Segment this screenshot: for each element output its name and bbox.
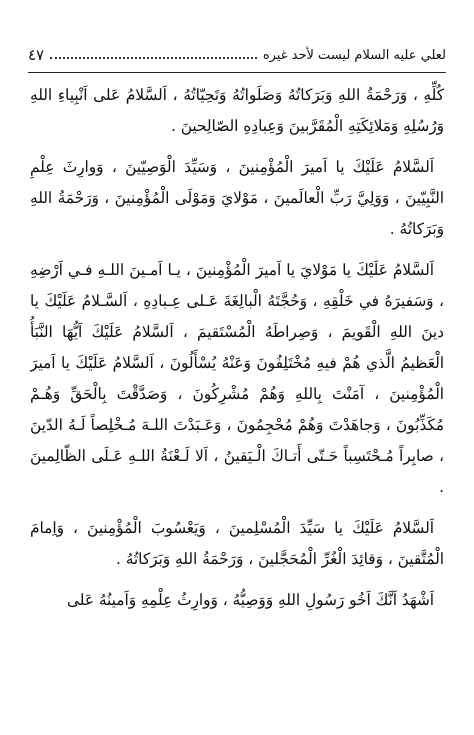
paragraph-1: كُلِّهِ ، وَرَحْمَةُ اللهِ وَبَرَكاتُهُ وَصَلَواتُهُ وَتَحِيّاتُهُ ، اَلسَّلامُ عَلى اَنْبِياءِ اللهِ وَرُسُلِهِ وَمَلائِكَتِهِ الْمُقَرَّبينَ وَعِبادِهِ الصّالِحينَ . <box>30 86 444 135</box>
header-title: لعلي عليه السلام ليست لأحد غيره <box>262 47 446 63</box>
paragraph-2: اَلسَّلامُ عَلَيْكَ يا اَميرَ الْمُؤْمِنينَ ، وَسَيِّدَ الْوَصِيّينَ ، وَوارِثَ عِلْمِ النَّبِيّينَ ، وَوَلِيَّ رَبِّ الْعالَمينَ ، مَوْلايَ وَمَوْلَى الْمُؤْمِنينَ ، وَرَحْمَةُ اللهِ وَبَرَكاتُهُ . <box>30 158 444 238</box>
paragraph-3: اَلسَّلامُ عَلَيْكَ يا مَوْلايَ يا اَميرَ الْمُؤْمِنينَ ، يـا اَمـينَ اللـهِ فـي اَرْضِهِ ، وَسَفيرَهُ في خَلْقِهِ ، وَحُجَّتَهُ الْبالِغَةَ عَـلى عِـبادِهِ ، اَلسَّـلامُ عَلَيْكَ يا دينَ اللهِ الْقَويمَ ، وَصِراطَهُ الْمُسْتَقيمَ ، اَلسَّلامُ عَلَيْكَ اَيُّهَا النَّبَأُ الْعَظيمُ الَّذي هُمْ فيهِ مُخْتَلِفُونَ وَعَنْهُ يُسْأَلُونَ ، اَلسَّلامُ عَلَيْكَ يا اَميرَ الْمُؤْمِنينَ ، آمَنْتَ بِاللهِ وَهُمْ مُشْرِكُونَ ، وَصَدَّقْتَ بِالْحَقِّ وَهُـمْ مُكَذِّبُونَ ، وَجاهَدْتَ وَهُمْ مُحْجِمُونَ ، وَعَـبَدْتَ اللـهَ مُـخْلِصاً لَـهُ الدّينَ ، صابِراً مُـحْتَسِباً حَـتّى أَتـاكَ الْـيَقينُ ، اَلا لَـعْنَةُ اللـهِ عَـلَى الظّالِمينَ . <box>30 261 444 496</box>
header-dot-leader <box>50 55 257 59</box>
paragraph-4: اَلسَّلامُ عَلَيْكَ يا سَيِّدَ الْمُسْلِمينَ ، وَيَعْسُوبَ الْمُؤْمِنينَ ، وَاِمامَ الْمُتَّقينَ ، وَقائِدَ الْغُرِّ الْمُحَجَّلينَ ، وَرَحْمَةُ اللهِ وَبَرَكاتُهُ . <box>30 519 444 568</box>
page-body <box>30 80 444 715</box>
paragraph-5: اَشْهَدُ اَنَّكَ اَخُو رَسُولِ اللهِ وَوَصِيُّهُ ، وَوارِثُ عِلْمِهِ وَاَمينُهُ عَلى <box>67 591 434 609</box>
running-header <box>28 40 446 70</box>
page-number: ٤٧ <box>28 46 45 64</box>
header-rule <box>28 72 446 73</box>
